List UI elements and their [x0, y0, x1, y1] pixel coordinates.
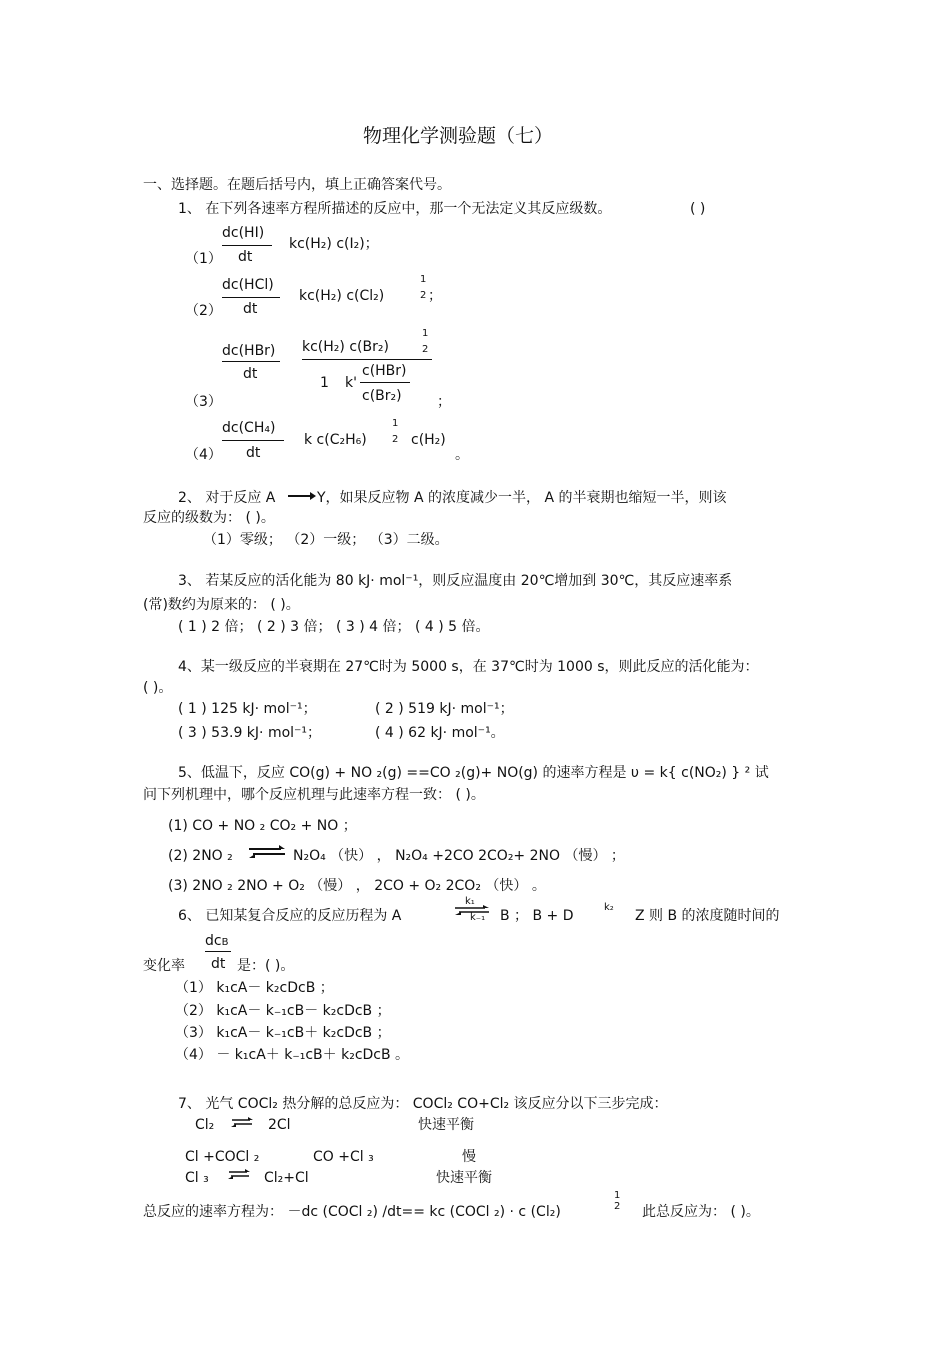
fraction-bar [222, 297, 280, 298]
q6-k1: k₁ [465, 896, 475, 907]
equilibrium-arrow-icon [247, 843, 287, 861]
q4-opt3: ( 3 ) 53.9 kJ· mol⁻¹； [178, 725, 322, 741]
q4-opt2: ( 2 ) 519 kJ· mol⁻¹； [375, 701, 514, 717]
q1-opt3-inner-den: c(Br₂) [362, 388, 402, 404]
q1-opt2-exp-den: 2 [420, 290, 427, 301]
q1-opt4-num: dc(CH₄) [222, 420, 276, 436]
equilibrium-arrow-icon [227, 1166, 251, 1182]
q1-opt4-end: 。 [455, 447, 469, 463]
q5-mech1: (1) CO + NO ₂ CO₂ + NO ； [168, 818, 357, 834]
right-arrow-icon [286, 485, 316, 507]
q3-options: ( 1 ) 2 倍； ( 2 ) 3 倍； ( 3 ) 4 倍； ( 4 ) 5 倍。 [178, 619, 490, 635]
q7-step3-left: Cl ₃ [185, 1170, 209, 1186]
q1-opt3-inner-num: c(HBr) [362, 363, 407, 379]
q7-line1: 7、 光气 COCl₂ 热分解的总反应为： COCl₂ CO+Cl₂ 该反应分以下三步完成： [178, 1096, 668, 1112]
q1-opt2-exp-num: 1 [420, 274, 427, 285]
q1-opt2-label: （2） [185, 303, 222, 319]
q6-opt4: （4） － k₁cA＋ k₋₁cB＋ k₂cDcB 。 [175, 1047, 410, 1063]
q2-line2: 反应的级数为： ( )。 [143, 510, 275, 526]
q6-line1b: B ； B + D [500, 908, 574, 924]
q7-step1-note: 快速平衡 [418, 1117, 474, 1133]
fraction-bar [222, 245, 272, 246]
fraction-bar [222, 361, 280, 362]
q2-options: （1）零级； （2）一级； （3）二级。 [203, 532, 449, 548]
q1-opt4-label: （4） [185, 447, 222, 463]
q1-answer-paren: ( ) [690, 201, 706, 217]
q1-opt1-label: （1） [185, 251, 222, 267]
q1-opt4-exp-num: 1 [392, 418, 399, 429]
q1-opt3-exp-num: 1 [422, 328, 429, 339]
fraction-bar [302, 359, 432, 360]
q7-step2-right: CO +Cl ₃ [313, 1149, 374, 1165]
q5-line2: 问下列机理中，哪个反应机理与此速率方程一致： ( )。 [143, 787, 485, 803]
q4-opt4: ( 4 ) 62 kJ· mol⁻¹。 [375, 725, 505, 741]
q6-line1a: 6、 已知某复合反应的反应历程为 A [178, 908, 402, 924]
q6-line2b: 是：( )。 [237, 958, 295, 974]
q6-k2: k₂ [604, 902, 614, 913]
q5-mech2a: (2) 2NO ₂ [168, 848, 233, 864]
q2-line1b: Y，如果反应物 A 的浓度减少一半， A 的半衰期也缩短一半，则该 [317, 490, 727, 506]
q1-opt3-rnum: kc(H₂) c(Br₂) [302, 339, 389, 355]
q5-mech3: (3) 2NO ₂ 2NO + O₂ （慢） ， 2CO + O₂ 2CO₂ （快） 。 [168, 878, 546, 894]
q1-stem: 1、 在下列各速率方程所描述的反应中，那一个无法定义其反应级数。 [178, 201, 612, 217]
q5-mech2b: N₂O₄ （快） ， N₂O₄ +2CO 2CO₂+ 2NO （慢） ； [293, 848, 625, 864]
q1-opt2-num: dc(HCl) [222, 277, 274, 293]
q7-step1-left: Cl₂ [195, 1117, 215, 1133]
q7-step2-left: Cl +COCl ₂ [185, 1149, 260, 1165]
q1-opt3-one: 1 [320, 375, 329, 391]
q6-opt1: （1） k₁cA－ k₂cDcB ； [175, 980, 334, 996]
q1-opt3-exp-den: 2 [422, 344, 429, 355]
q1-opt4-rhs2: c(H₂) [411, 432, 446, 448]
q4-line1: 4、某一级反应的半衰期在 27℃时为 5000 s，在 37℃时为 1000 s，则此反应的活化能为： [178, 659, 759, 675]
q1-opt4-den: dt [246, 445, 261, 461]
q1-opt3-kprime: k' [345, 375, 357, 391]
q3-line1: 3、 若某反应的活化能为 80 kJ· mol⁻¹，则反应温度由 20℃增加到 30℃，其反应速率系 [178, 573, 733, 589]
q7-rate-equation: 总反应的速率方程为： －dc (COCl ₂) /dt== kc (COCl ₂) · c (Cl₂) [143, 1204, 561, 1220]
fraction-bar [360, 382, 410, 383]
equilibrium-arrow-icon [230, 1114, 254, 1130]
fraction-bar [222, 440, 284, 441]
page-title: 物理化学测验题（七） [363, 125, 554, 147]
q1-opt1-rhs: kc(H₂) c(I₂)； [289, 236, 379, 252]
q1-opt4-rhs: k c(C₂H₆) [304, 432, 367, 448]
q7-step3-right: Cl₂+Cl [264, 1170, 309, 1186]
q1-opt2-den: dt [243, 301, 258, 317]
q5-line1: 5、低温下，反应 CO(g) + NO ₂(g) ==CO ₂(g)+ NO(g) 的速率方程是 υ = k{ c(NO₂) } ² 试 [178, 765, 769, 781]
q2-line1a: 2、 对于反应 A [178, 490, 276, 506]
q4-opt1: ( 1 ) 125 kJ· mol⁻¹； [178, 701, 317, 717]
q6-opt2: （2） k₁cA－ k₋₁cB－ k₂cDcB ； [175, 1003, 391, 1019]
q1-opt1-num: dc(HI) [222, 225, 265, 241]
q1-opt3-label: （3） [185, 394, 222, 410]
q1-opt2-end: ； [428, 288, 442, 304]
q6-frac-den: dt [211, 956, 226, 972]
q1-opt3-den: dt [243, 366, 258, 382]
q4-line2: ( )。 [143, 680, 173, 696]
q6-k-1: k₋₁ [470, 912, 486, 923]
q3-line2: (常)数约为原来的： ( )。 [143, 597, 300, 613]
q1-opt4-exp-den: 2 [392, 434, 399, 445]
q1-opt1-den: dt [238, 249, 253, 265]
q7-step1-right: 2Cl [268, 1117, 291, 1133]
q1-opt2-rhs: kc(H₂) c(Cl₂) [299, 288, 385, 304]
q1-opt3-num: dc(HBr) [222, 343, 276, 359]
q6-frac-num: dcB [205, 933, 229, 949]
q6-opt3: （3） k₁cA－ k₋₁cB＋ k₂cDcB ； [175, 1025, 391, 1041]
q7-step3-note: 快速平衡 [436, 1170, 492, 1186]
section-heading: 一、选择题。在题后括号内，填上正确答案代号。 [143, 177, 451, 193]
q7-rate-exp-den: 2 [614, 1201, 621, 1212]
q6-line1c: Z 则 B 的浓度随时间的 [635, 908, 780, 924]
q7-step2-note: 慢 [462, 1149, 476, 1165]
q6-line2a: 变化率 [143, 958, 185, 974]
q7-rate-exp-num: 1 [614, 1190, 621, 1201]
q7-rate-question: 此总反应为： ( )。 [642, 1204, 760, 1220]
fraction-bar [205, 951, 231, 952]
q1-opt3-end: ； [437, 394, 451, 410]
